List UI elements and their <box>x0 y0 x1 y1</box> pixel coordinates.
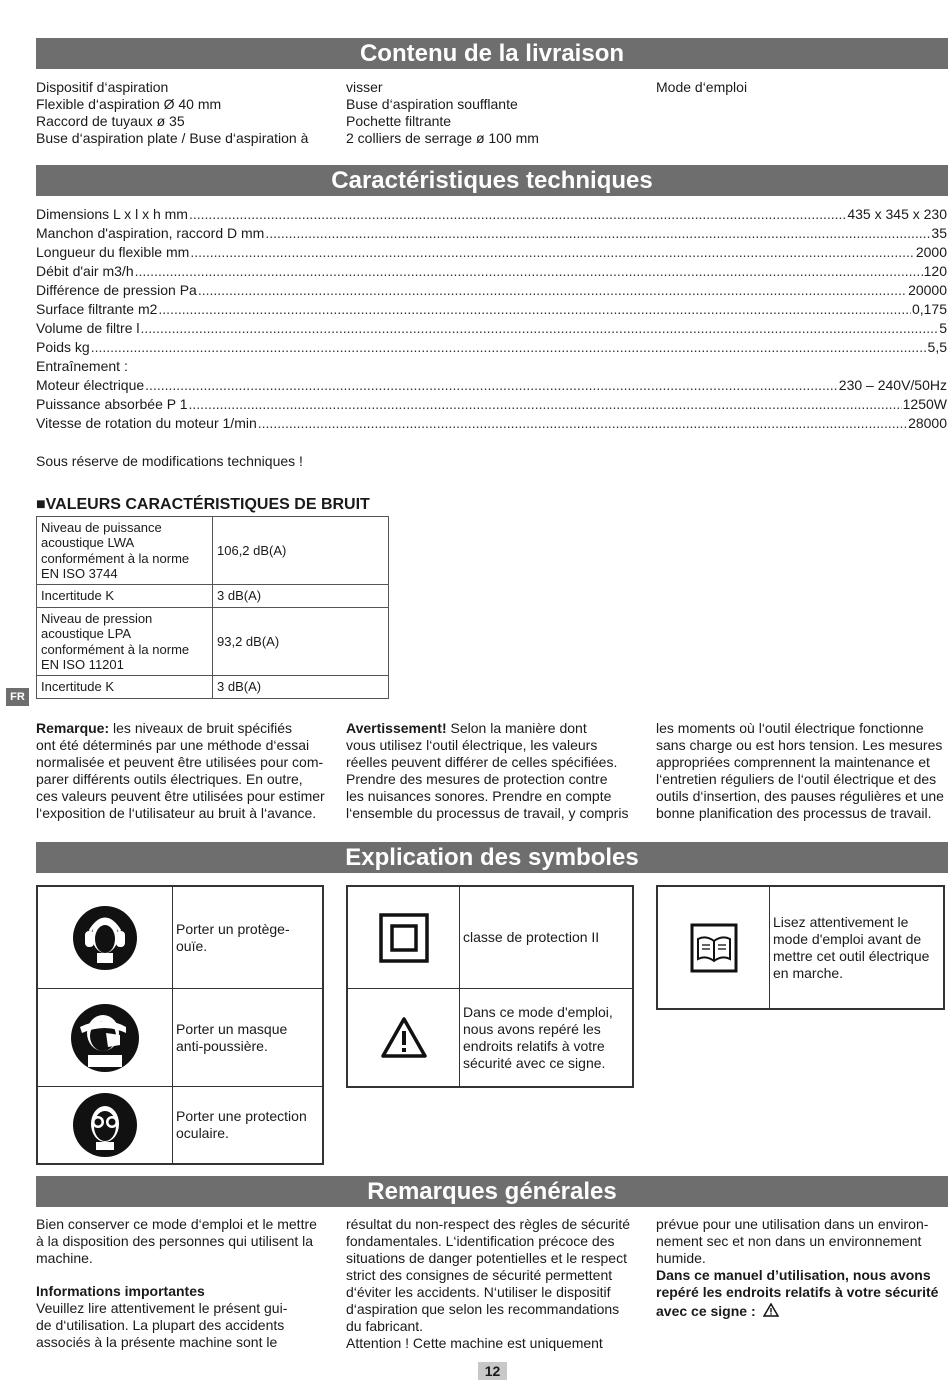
spec-label: Poids kg <box>36 339 90 355</box>
spec-row <box>36 395 947 414</box>
language-tab: FR <box>6 688 29 706</box>
general-col-2: résultat du non-respect des règles de sécurité fondamentales. L‘identification précoce des situations de danger potentielles et le respect strict des consignes de sécurité permettent d‘éviter les accidents. N‘utiliser le dispositif d‘aspiration que selon les recommandations du fabricant. Attention ! Cette machine est uniquement <box>346 1216 631 1351</box>
spec-value: 230 – 240V/50Hz <box>838 377 947 393</box>
delivery-item: Buse d‘aspiration soufflante <box>346 96 518 112</box>
table-row <box>37 517 389 585</box>
delivery-item: 2 colliers de serrage ø 100 mm <box>346 130 539 146</box>
warning-triangle-icon <box>348 989 460 1086</box>
spec-value: 20000 <box>908 282 947 298</box>
symbol-row <box>38 887 322 989</box>
spec-label: Puissance absorbée P 1 <box>36 396 188 412</box>
spec-label: Vitesse de rotation du moteur 1/min <box>36 415 257 431</box>
spec-value: 2000 <box>915 244 947 260</box>
delivery-item: Mode d‘emploi <box>656 79 748 95</box>
spec-value: 35 <box>931 225 947 241</box>
manual-book-icon <box>658 887 770 1008</box>
spec-label: Dimensions L x l x h mm <box>36 206 188 222</box>
spec-value: 120 <box>923 263 947 279</box>
section-title-symbols: Explication des symboles <box>36 842 948 873</box>
symbol-row <box>38 1087 322 1163</box>
noise-value: 93,2 dB(A) <box>213 608 389 676</box>
symbol-table-manual <box>656 885 945 1010</box>
table-row <box>37 585 389 608</box>
noise-value: 106,2 dB(A) <box>213 517 389 585</box>
symbol-description: classe de protection II <box>463 929 600 945</box>
noise-label: Niveau de puissance acoustique LWA conformément à la norme EN ISO 3744 <box>37 517 213 585</box>
important-title: Informations importantes <box>36 1283 205 1299</box>
spec-value: 28000 <box>908 415 947 431</box>
spec-row <box>36 414 947 433</box>
spec-row <box>36 281 947 300</box>
noise-label: Incertitude K <box>37 585 213 608</box>
symbol-table-ppe <box>36 885 324 1165</box>
delivery-col-2 <box>346 79 641 147</box>
symbol-table-safety <box>346 885 634 1088</box>
warning-continued: les moments où l‘outil électrique fonctionne sans charge ou est hors tension. Les mesures appropriées comprennent la maintenance et l‘entretien réguliers de l‘outil électrique et des outils d‘insertion, des pauses régulières et une bonne planification des processus de travail. <box>656 720 944 821</box>
spec-label: Différence de pression Pa <box>36 282 197 298</box>
spec-row <box>36 224 947 243</box>
spec-label: Surface filtrante m2 <box>36 301 158 317</box>
symbol-row <box>348 887 632 989</box>
section-title-general: Remarques générales <box>36 1176 948 1207</box>
spec-value: 5,5 <box>927 339 947 355</box>
dust-mask-icon <box>38 989 173 1086</box>
symbol-description: Porter un masque anti-poussière. <box>176 1020 288 1054</box>
noise-label: Incertitude K <box>37 676 213 699</box>
general-col-3: prévue pour une utilisation dans un environ- nement sec et non dans un environnement humide. Dans ce manuel d’utilisation, nous avons repéré les endroits relatifs à votre sécurité avec ce signe : <box>656 1216 939 1319</box>
spec-value: 435 x 345 x 230 <box>847 206 947 222</box>
delivery-item: visser <box>346 79 383 95</box>
ear-protection-icon <box>38 887 173 988</box>
spec-row <box>36 205 947 224</box>
spec-label: Entraînement : <box>36 358 128 374</box>
noise-table <box>36 516 389 699</box>
spec-row <box>36 319 947 338</box>
delivery-col-3 <box>656 79 950 96</box>
remark-paragraph: Remarque: les niveaux de bruit spécifiés ont été déterminés par une méthode d‘essai normalisée et peuvent être utilisées pour com- parer différents outils électriques. En outre, ces valeurs peuvent être utilisées pour estimer l‘exposition de l‘utilisateur au bruit à l‘avance. <box>36 720 325 821</box>
symbol-description: Lisez attentivement le mode d'emploi avant de mettre cet outil électrique en marche. <box>773 913 930 981</box>
noise-title: ■VALEURS CARACTÉRISTIQUES DE BRUIT <box>36 496 370 513</box>
protection-class-ii-icon <box>348 887 460 988</box>
delivery-item: Dispositif d‘aspiration <box>36 79 169 95</box>
page-number: 12 <box>478 1362 507 1380</box>
noise-value: 3 dB(A) <box>213 585 389 608</box>
section-title-delivery: Contenu de la livraison <box>36 38 948 69</box>
table-row <box>37 676 389 699</box>
warning-triangle-icon <box>763 1303 779 1317</box>
spec-row <box>36 338 947 357</box>
section-title-specs: Caractéristiques techniques <box>36 165 948 196</box>
symbol-row <box>348 989 632 1086</box>
spec-row <box>36 300 947 319</box>
noise-label: Niveau de pression acoustique LPA conformément à la norme EN ISO 11201 <box>37 608 213 676</box>
spec-label: Longueur du flexible mm <box>36 244 190 260</box>
table-row <box>37 608 389 676</box>
warning-paragraph: Avertissement! Selon la manière dont vous utilisez l‘outil électrique, les valeurs réelles peuvent différer de celles spécifiées. Prendre des mesures de protection contre les nuisances sonores. Prendre en compte l‘ensemble du processus de travail, y compris <box>346 720 629 821</box>
delivery-item: Buse d‘aspiration plate / Buse d‘aspiration à <box>36 130 309 146</box>
spec-row <box>36 357 947 376</box>
spec-label: Manchon d'aspiration, raccord D mm <box>36 225 265 241</box>
spec-label: Volume de filtre l <box>36 320 140 336</box>
spec-value: 0,175 <box>911 301 947 317</box>
general-col-1: Bien conserver ce mode d‘emploi et le mettre à la disposition des personnes qui utilisent la machine. Informations importantes Veuillez lire attentivement le présent gui- de d‘utilisation. La plupart des accidents associés à la présente machine sont le <box>36 1216 331 1351</box>
delivery-item: Raccord de tuyaux ø 35 <box>36 113 185 129</box>
delivery-item: Pochette filtrante <box>346 113 452 129</box>
symbol-description: Porter un protège- ouïe. <box>176 920 290 954</box>
spec-row <box>36 376 947 395</box>
symbol-row <box>658 887 943 1008</box>
reserve-note: Sous réserve de modifications techniques ! <box>36 453 303 469</box>
delivery-col-1 <box>36 79 331 147</box>
symbol-description: Dans ce mode d'emploi, nous avons repéré les endroits relatifs à votre sécurité avec ce signe. <box>463 1003 613 1071</box>
eye-protection-icon <box>38 1087 173 1163</box>
spec-label: Débit d'air m3/h <box>36 263 134 279</box>
spec-list <box>36 205 947 433</box>
spec-label: Moteur électrique <box>36 377 145 393</box>
symbol-row <box>38 989 322 1087</box>
spec-row <box>36 243 947 262</box>
symbol-description: Porter une protection oculaire. <box>176 1108 307 1141</box>
noise-value: 3 dB(A) <box>213 676 389 699</box>
spec-value: 5 <box>939 320 947 336</box>
spec-row <box>36 262 947 281</box>
delivery-item: Flexible d‘aspiration Ø 40 mm <box>36 96 222 112</box>
spec-value: 1250W <box>902 396 947 412</box>
